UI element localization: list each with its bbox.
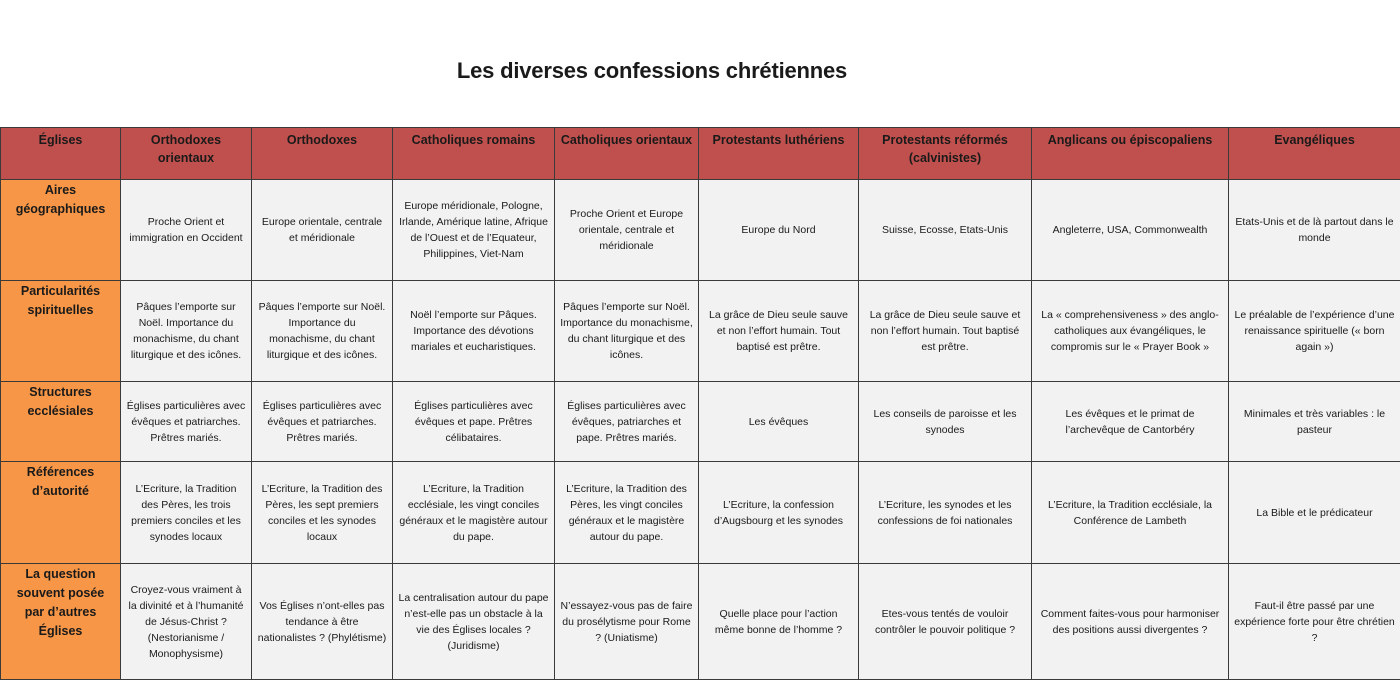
table-cell: L’Ecriture, la Tradition ecclésiale, la Conférence de Lambeth: [1032, 462, 1229, 564]
table-cell: Pâques l’emporte sur Noël. Importance du monachisme, du chant liturgique et des icônes.: [252, 281, 393, 382]
table-cell: N’essayez-vous pas de faire du prosélytisme pour Rome ? (Uniatisme): [555, 564, 699, 680]
table-cell: Pâques l’emporte sur Noël. Importance du monachisme, du chant liturgique et des icônes.: [121, 281, 252, 382]
table-cell: Vos Églises n’ont-elles pas tendance à être nationalistes ? (Phylétisme): [252, 564, 393, 680]
table-row: [1, 462, 1400, 564]
table-cell: Etats-Unis et de là partout dans le monde: [1229, 180, 1400, 281]
table-cell: La grâce de Dieu seule sauve et non l’effort humain. Tout baptisé est prêtre.: [859, 281, 1032, 382]
header-row: [1, 128, 1400, 180]
table-cell: Proche Orient et immigration en Occident: [121, 180, 252, 281]
table-cell: Europe méridionale, Pologne, Irlande, Amérique latine, Afrique de l’Ouest et de l’Equateur, Philippines, Viet-Nam: [393, 180, 555, 281]
table-cell: Églises particulières avec évêques et patriarches. Prêtres mariés.: [252, 382, 393, 462]
row-label: Particularités spirituelles: [1, 281, 121, 382]
table-cell: Noël l’emporte sur Pâques. Importance des dévotions mariales et eucharistiques.: [393, 281, 555, 382]
table-cell: L’Ecriture, la Tradition ecclésiale, les vingt conciles généraux et le magistère autour du pape.: [393, 462, 555, 564]
table-cell: Comment faites-vous pour harmoniser des positions aussi divergentes ?: [1032, 564, 1229, 680]
table-cell: Angleterre, USA, Commonwealth: [1032, 180, 1229, 281]
column-header: Orthodoxes: [252, 128, 393, 180]
column-header: Catholiques orientaux: [555, 128, 699, 180]
table-cell: La « comprehensiveness » des anglo-catholiques aux évangéliques, le compromis sur le « Prayer Book »: [1032, 281, 1229, 382]
table-cell: L’Ecriture, la Tradition des Pères, les vingt conciles généraux et le magistère autour du pape.: [555, 462, 699, 564]
table-cell: Proche Orient et Europe orientale, centrale et méridionale: [555, 180, 699, 281]
table-row: [1, 281, 1400, 382]
table-cell: Europe du Nord: [699, 180, 859, 281]
table-cell: L’Ecriture, la Tradition des Pères, les trois premiers conciles et les synodes locaux: [121, 462, 252, 564]
column-header: Anglicans ou épiscopaliens: [1032, 128, 1229, 180]
row-label: Références d’autorité: [1, 462, 121, 564]
table-cell: Faut-il être passé par une expérience forte pour être chrétien ?: [1229, 564, 1400, 680]
row-label: Aires géographiques: [1, 180, 121, 281]
table-cell: Europe orientale, centrale et méridionale: [252, 180, 393, 281]
table-row: [1, 180, 1400, 281]
table-cell: Les évêques: [699, 382, 859, 462]
table-cell: Les conseils de paroisse et les synodes: [859, 382, 1032, 462]
table-row: [1, 564, 1400, 680]
table-cell: Les évêques et le primat de l’archevêque de Cantorbéry: [1032, 382, 1229, 462]
table-cell: Suisse, Ecosse, Etats-Unis: [859, 180, 1032, 281]
page-title: Les diverses confessions chrétiennes: [456, 58, 848, 83]
column-header: Evangéliques: [1229, 128, 1400, 180]
column-header: Protestants réformés (calvinistes): [859, 128, 1032, 180]
table-cell: Croyez-vous vraiment à la divinité et à l’humanité de Jésus-Christ ? (Nestorianisme / Monophysisme): [121, 564, 252, 680]
table-cell: L’Ecriture, la Tradition des Pères, les sept premiers conciles et les synodes locaux: [252, 462, 393, 564]
table-cell: L’Ecriture, les synodes et les confessions de foi nationales: [859, 462, 1032, 564]
table-cell: La centralisation autour du pape n’est-elle pas un obstacle à la vie des Églises locales ? (Juridisme): [393, 564, 555, 680]
row-label: Structures ecclésiales: [1, 382, 121, 462]
table-cell: La Bible et le prédicateur: [1229, 462, 1400, 564]
column-header: Protestants luthériens: [699, 128, 859, 180]
column-header: Catholiques romains: [393, 128, 555, 180]
header-corner: Églises: [1, 128, 121, 180]
confessions-table: [0, 127, 1400, 680]
table-cell: La grâce de Dieu seule sauve et non l’effort humain. Tout baptisé est prêtre.: [699, 281, 859, 382]
table-row: [1, 382, 1400, 462]
table-cell: Églises particulières avec évêques et pape. Prêtres célibataires.: [393, 382, 555, 462]
row-label: La question souvent posée par d’autres Églises: [1, 564, 121, 680]
table-cell: Le préalable de l’expérience d’une renaissance spirituelle (« born again »): [1229, 281, 1400, 382]
table-cell: Minimales et très variables : le pasteur: [1229, 382, 1400, 462]
column-header: Orthodoxes orientaux: [121, 128, 252, 180]
table-cell: Églises particulières avec évêques, patriarches et pape. Prêtres mariés.: [555, 382, 699, 462]
table-cell: Etes-vous tentés de vouloir contrôler le pouvoir politique ?: [859, 564, 1032, 680]
table-cell: L’Ecriture, la confession d’Augsbourg et les synodes: [699, 462, 859, 564]
table-cell: Pâques l’emporte sur Noël. Importance du monachisme, du chant liturgique et des icônes.: [555, 281, 699, 382]
table-cell: Quelle place pour l’action même bonne de l’homme ?: [699, 564, 859, 680]
table-cell: Églises particulières avec évêques et patriarches. Prêtres mariés.: [121, 382, 252, 462]
